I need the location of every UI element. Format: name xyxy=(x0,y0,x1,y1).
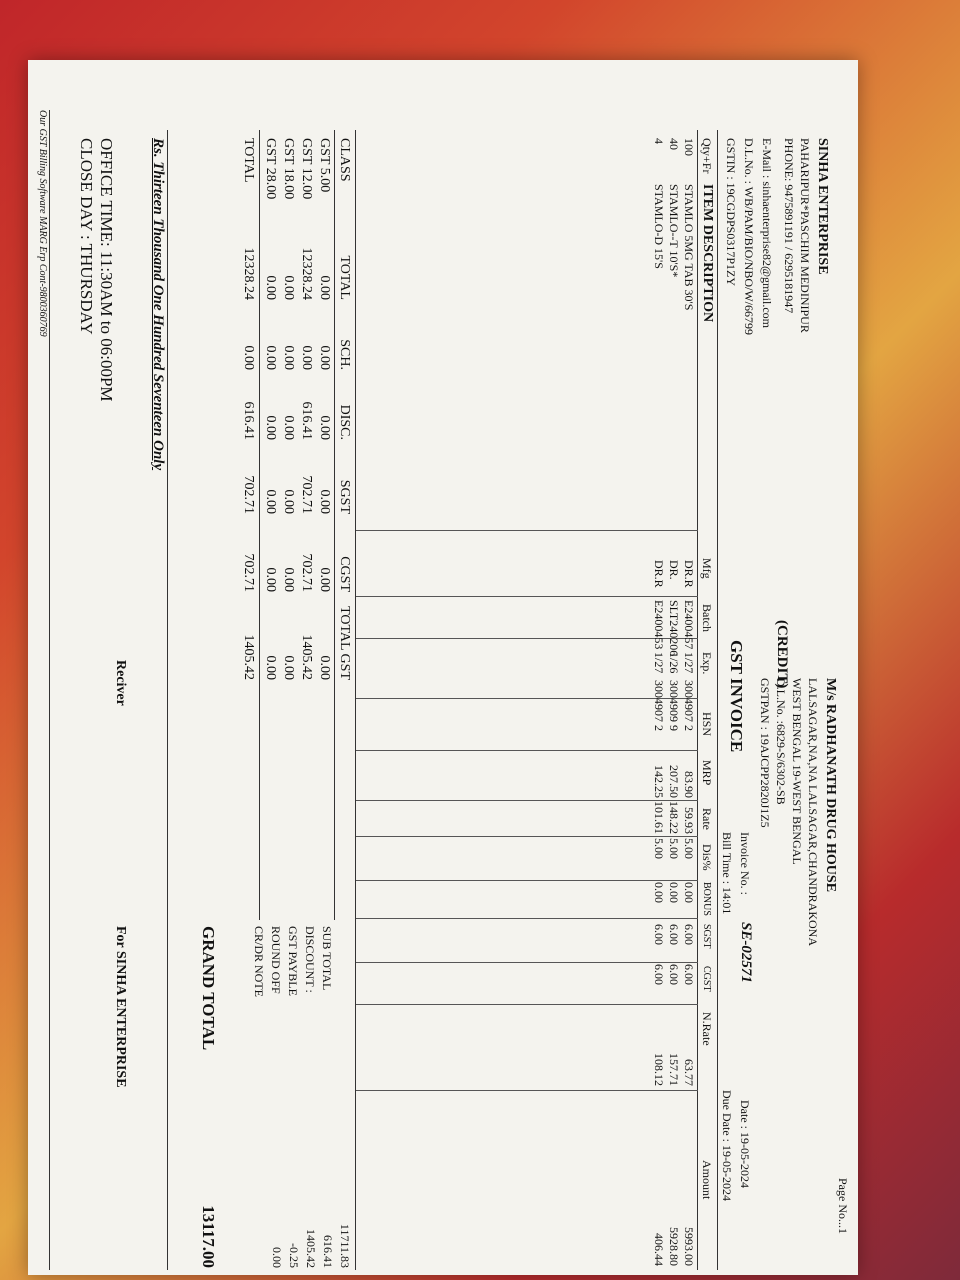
buyer-address1: LALSAGAR,NA,NA LALSAGAR,CHANDRAKONA xyxy=(806,678,820,947)
tax-cell-sch: 0.00 xyxy=(299,345,314,370)
col-sep xyxy=(356,750,698,751)
page-number: Page No...1 xyxy=(836,1178,850,1234)
tax-cell-total-gst: 0.00 xyxy=(263,655,278,680)
item-mrp: 207.50 xyxy=(667,765,681,798)
col-amount: Amount xyxy=(700,1160,714,1200)
tax-cell-sgst: 702.71 xyxy=(241,475,256,514)
col-description: ITEM DESCRIPTION xyxy=(700,184,715,323)
tax-header-disc: DISC. xyxy=(337,404,352,440)
col-rate: Rate xyxy=(700,808,714,830)
item-bonus: 0.00 xyxy=(652,882,666,903)
col-cgst: CGST xyxy=(701,966,712,992)
summary-label: GST PAYBLE xyxy=(286,926,300,996)
amount-in-words: Rs. Thirteen Thousand One Hundred Seventeen Only xyxy=(150,138,166,471)
item-exp: 1/27 xyxy=(682,652,696,674)
item-mrp: 142.25 xyxy=(652,765,666,798)
tax-header-class: CLASS xyxy=(337,138,352,182)
buyer-dl: D.L.No. :6829-S/6302-SB xyxy=(774,678,788,805)
item-cgst: 6.00 xyxy=(667,964,681,985)
invoice-content xyxy=(28,60,858,1275)
item-mfg: DR. xyxy=(667,560,681,580)
summary-value: 616.41 xyxy=(321,1235,335,1268)
tax-cell-class: GST 28.00 xyxy=(263,138,278,200)
tax-cell-sgst: 0.00 xyxy=(281,489,296,514)
invoice-title: GST INVOICE xyxy=(727,640,746,753)
invoice-paper xyxy=(28,60,858,1275)
col-sgst: SGST xyxy=(701,924,712,949)
rule-tax-header xyxy=(334,130,335,920)
col-qty: Qty+Fr xyxy=(700,138,714,174)
tax-cell-sch: 0.00 xyxy=(263,345,278,370)
tax-cell-total-gst: 0.00 xyxy=(281,655,296,680)
tax-cell-total: 12328.24 xyxy=(299,247,314,300)
item-exp: 1/26 xyxy=(667,652,681,674)
item-amount: 5928.80 xyxy=(667,1227,681,1266)
invoice-number: SE-02571 xyxy=(738,922,754,983)
item-mfg: DR.R xyxy=(652,560,666,588)
tax-cell-total-gst: 0.00 xyxy=(317,655,332,680)
item-bonus: 0.00 xyxy=(667,882,681,903)
item-exp: 1/27 xyxy=(652,652,666,674)
tax-cell-disc: 616.41 xyxy=(299,401,314,440)
footer-note: Our GST Billing Software MARG Erp Cont-9800360769 xyxy=(37,110,48,337)
col-sep xyxy=(356,530,698,531)
col-bonus: BONUS xyxy=(701,882,712,916)
item-sgst: 6.00 xyxy=(667,924,681,945)
buyer-name: M/s RADHANATH DRUG HOUSE xyxy=(823,678,838,893)
item-amount: 5993.00 xyxy=(682,1227,696,1266)
tax-cell-disc: 0.00 xyxy=(317,415,332,440)
rule-footer xyxy=(49,110,50,1270)
item-sgst: 6.00 xyxy=(652,924,666,945)
tax-cell-cgst: 702.71 xyxy=(241,553,256,592)
item-desc: STAMLO-D 15'S xyxy=(652,184,666,269)
col-sep xyxy=(356,800,698,801)
summary-value: 0.00 xyxy=(270,1247,284,1268)
col-sep xyxy=(356,962,698,963)
tax-cell-class: GST 18.00 xyxy=(281,138,296,200)
tax-cell-sch: 0.00 xyxy=(281,345,296,370)
item-batch: E2400457 xyxy=(682,600,696,650)
col-sep xyxy=(356,918,698,919)
rule-items-end xyxy=(355,130,356,1270)
item-amount: 406.44 xyxy=(652,1233,666,1266)
tax-cell-total: 12328.24 xyxy=(241,247,256,300)
item-mfg: DR.R xyxy=(682,560,696,588)
col-sep xyxy=(356,596,698,597)
office-time: OFFICE TIME: 11:30AM to 06:00PM xyxy=(97,138,116,402)
tax-cell-cgst: 0.00 xyxy=(281,567,296,592)
summary-value: 1405.42 xyxy=(304,1229,318,1268)
tax-cell-total-gst: 1405.42 xyxy=(241,634,256,680)
item-nrate: 63.77 xyxy=(682,1059,696,1086)
invoice-date: Date : 19-05-2024 xyxy=(738,1100,752,1188)
summary-label: ROUND OFF xyxy=(269,926,283,994)
col-sep xyxy=(356,836,698,837)
item-qty: 4 xyxy=(652,138,666,144)
tax-cell-cgst: 702.71 xyxy=(299,553,314,592)
tax-cell-sgst: 702.71 xyxy=(299,475,314,514)
due-date: Due Date : 19-05-2024 xyxy=(720,1090,734,1201)
item-qty: 40 xyxy=(667,138,681,150)
tax-header-total-gst: TOTAL GST xyxy=(337,606,352,680)
tax-cell-class: GST 5.00 xyxy=(317,138,332,193)
item-desc: STAMLO--T 10'S* xyxy=(667,184,681,278)
item-mrp: 83.90 xyxy=(682,771,696,798)
tax-cell-sch: 0.00 xyxy=(241,345,256,370)
tax-cell-total-gst: 1405.42 xyxy=(299,634,314,680)
col-sep xyxy=(356,880,698,881)
col-exp: Exp. xyxy=(700,652,714,675)
item-hsn: 3004909 9 xyxy=(667,680,681,731)
item-dis: 5.00 xyxy=(652,838,666,859)
col-sep xyxy=(356,698,698,699)
seller-dl: D.L.No. : WB/PAM/BIO/NBO/W/66799 xyxy=(742,138,756,336)
bill-time: Bill Time : 14:01 xyxy=(720,832,734,915)
for-company: For SINHA ENTERPRISE xyxy=(113,926,128,1088)
tax-cell-sch: 0.00 xyxy=(317,345,332,370)
item-dis: 5.00 xyxy=(682,838,696,859)
col-mfg: Mfg xyxy=(700,558,714,579)
close-day: CLOSE DAY : THURSDAY xyxy=(77,138,96,335)
item-qty: 100 xyxy=(682,138,696,156)
tax-header-total: TOTAL xyxy=(337,255,352,300)
item-batch: SLT240206 xyxy=(667,600,681,657)
tax-cell-total: 0.00 xyxy=(263,275,278,300)
buyer-gstin: GSTPAN : 19AJCPP2820J1Z5 xyxy=(758,678,772,828)
buyer-address2: WEST BENGAL 19-WEST BENGAL xyxy=(790,678,804,865)
item-desc: STAMLO 5MG TAB 30'S xyxy=(682,184,696,311)
item-cgst: 6.00 xyxy=(682,964,696,985)
tax-cell-sgst: 0.00 xyxy=(317,489,332,514)
tax-cell-cgst: 0.00 xyxy=(317,567,332,592)
credit-label: (CREDIT) xyxy=(774,620,790,689)
invoice-no-label: Invoice No. : xyxy=(738,832,752,895)
tax-header-cgst: CGST xyxy=(337,556,352,592)
col-nrate: N.Rate xyxy=(700,1012,714,1046)
col-sep xyxy=(356,1090,698,1091)
seller-phone: PHONE: 9475891191 / 6295181947 xyxy=(782,138,796,314)
item-rate: 59.93 xyxy=(682,807,696,834)
item-nrate: 108.12 xyxy=(652,1053,666,1086)
col-batch: Batch xyxy=(700,604,714,632)
tax-header-sgst: SGST xyxy=(337,479,352,514)
item-hsn: 3004907 2 xyxy=(682,680,696,731)
item-rate: 148.22 xyxy=(667,801,681,834)
item-cgst: 6.00 xyxy=(652,964,666,985)
item-sgst: 6.00 xyxy=(682,924,696,945)
summary-label: CR/DR NOTE xyxy=(252,926,266,998)
grand-total-value: 13117.00 xyxy=(199,1205,218,1268)
item-nrate: 157.71 xyxy=(667,1053,681,1086)
summary-label: SUB TOTAL xyxy=(320,926,334,991)
rule-summary-end xyxy=(167,130,168,1270)
col-sep xyxy=(356,1004,698,1005)
seller-gstin: GSTIN : 19CGDPS0317P1ZY xyxy=(724,138,738,287)
tax-cell-disc: 0.00 xyxy=(281,415,296,440)
item-batch: E2400453 xyxy=(652,600,666,650)
col-mrp: MRP xyxy=(700,760,714,786)
grand-total-label: GRAND TOTAL xyxy=(199,926,218,1051)
rule-tax-total xyxy=(259,130,260,920)
col-sep xyxy=(356,638,698,639)
item-rate: 101.61 xyxy=(652,801,666,834)
seller-email: E-Mail : sinhaenterprise82@gmail.com xyxy=(760,138,774,329)
summary-value: 11711.83 xyxy=(338,1223,352,1268)
tax-cell-class: TOTAL xyxy=(241,138,256,183)
tax-cell-sgst: 0.00 xyxy=(263,489,278,514)
summary-value: -0.25 xyxy=(287,1243,301,1268)
summary-label: DISCOUNT : xyxy=(303,926,317,993)
tax-cell-cgst: 0.00 xyxy=(263,567,278,592)
item-dis: 5.00 xyxy=(667,838,681,859)
col-hsn: HSN xyxy=(700,712,714,737)
seller-name: SINHA ENTERPRISE xyxy=(815,138,830,275)
col-dis: Dis% xyxy=(700,844,714,871)
item-bonus: 0.00 xyxy=(682,882,696,903)
receiver-label: Reciver xyxy=(113,660,128,706)
tax-cell-disc: 616.41 xyxy=(241,401,256,440)
rule-header xyxy=(697,130,698,1270)
rule-top xyxy=(717,130,718,1270)
item-hsn: 3004907 2 xyxy=(652,680,666,731)
tax-header-sch: SCH. xyxy=(337,339,352,370)
tax-cell-total: 0.00 xyxy=(317,275,332,300)
tax-cell-class: GST 12.00 xyxy=(299,138,314,200)
seller-address: PAHARIPUR*PASCHIM MEDINIPUR xyxy=(798,138,812,333)
tax-cell-disc: 0.00 xyxy=(263,415,278,440)
tax-cell-total: 0.00 xyxy=(281,275,296,300)
